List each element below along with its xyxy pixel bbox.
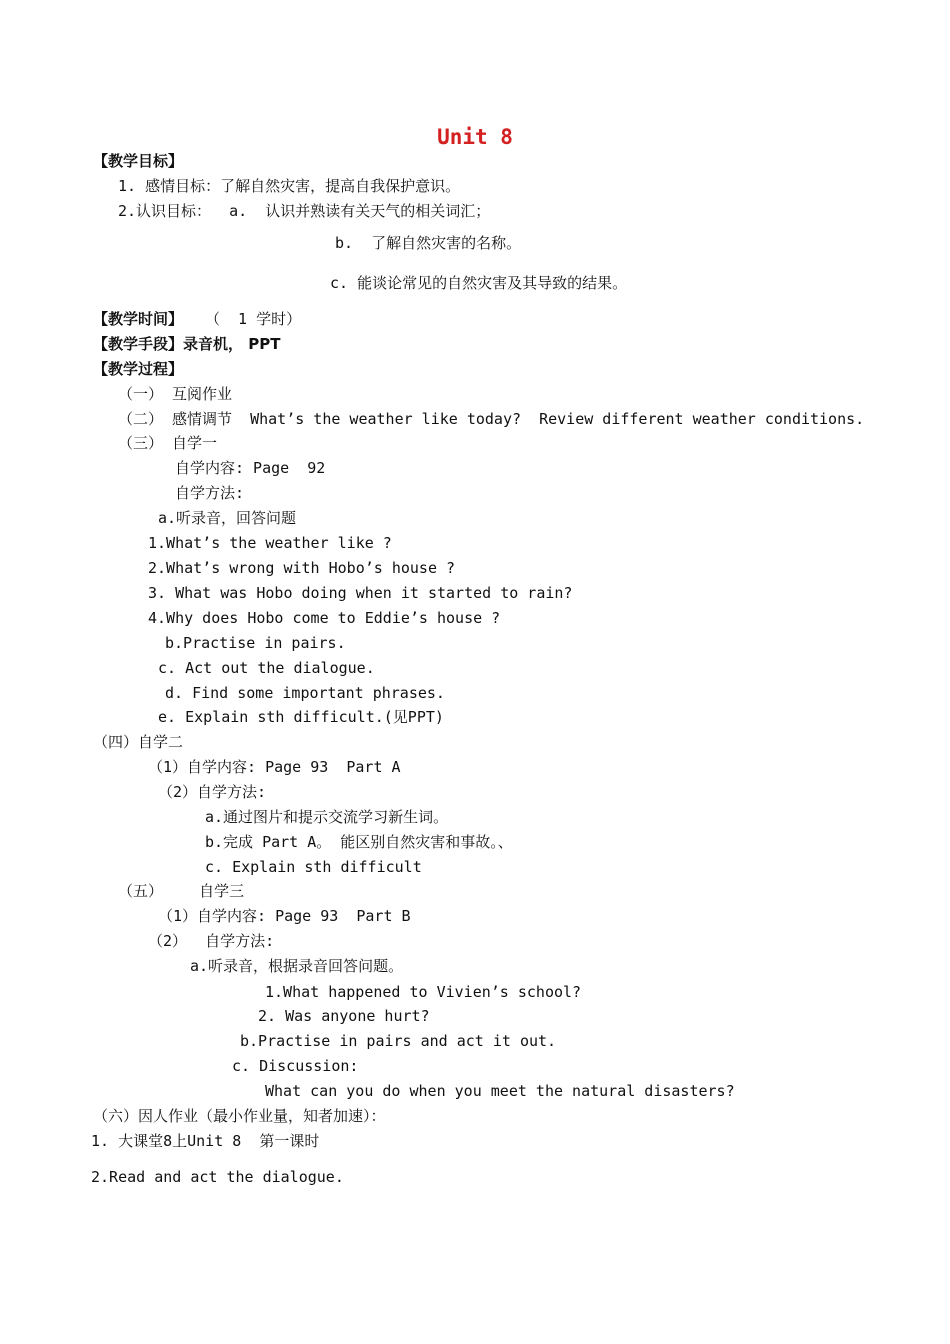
process-line: a.通过图片和提示交流学习新生词。 [205,808,449,826]
process-line: c. Discussion: [232,1057,359,1075]
process-line: （2）自学方法: [158,783,267,801]
question-line: What can you do when you meet the natural disasters? [265,1082,735,1100]
process-line: a.听录音，回答问题 [158,509,297,527]
goal-line-2c: c. 能谈论常见的自然灾害及其导致的结果。 [330,274,628,292]
question-line: 2.What’s wrong with Hobo’s house ? [148,559,456,577]
goal-line-2: 2.认识目标： a. 认识并熟读有关天气的相关词汇； [118,202,491,220]
process-line: （五） 自学三 [118,882,245,900]
process-line: （1）自学内容: Page 93 Part A [148,758,401,776]
process-line: c. Act out the dialogue. [158,659,375,677]
question-line: 1.What happened to Vivien’s school? [265,983,582,1001]
time-value: （ 1 学时） [205,310,302,328]
process-line: 自学方法: [175,484,245,502]
process-line: （2） 自学方法: [148,932,275,950]
homework-heading: （六）因人作业（最小作业量，知者加速）： [93,1107,386,1125]
process-line: （四）自学二 [93,733,184,751]
process-line: c. Explain sth difficult [205,858,422,876]
process-line: e. Explain sth difficult.(见PPT) [158,708,444,726]
question-line: 2. Was anyone hurt? [258,1007,430,1025]
process-line: a.听录音，根据录音回答问题。 [190,957,404,975]
homework-line: 2.Read and act the dialogue. [91,1168,344,1186]
homework-line: 1. 大课堂8上Unit 8 第一课时 [91,1132,320,1150]
process-line: （三） 自学一 [118,434,218,452]
process-line: b.Practise in pairs and act it out. [240,1032,557,1050]
question-line: 3. What was Hobo doing when it started to rain? [148,584,573,602]
question-line: 4.Why does Hobo come to Eddie’s house ? [148,609,501,627]
process-line: d. Find some important phrases. [165,684,445,702]
section-heading-process: 【教学过程】 [93,360,184,378]
process-line: （一） 互阅作业 [118,385,233,403]
process-line: b.完成 Part A。 能区别自然灾害和事故。、 [205,833,513,851]
section-heading-goals: 【教学目标】 [93,152,184,170]
process-line: b.Practise in pairs. [165,634,346,652]
page-title: Unit 8 [437,125,513,149]
process-line: （二） 感情调节 What’s the weather like today? Review different weather conditions. [118,410,865,428]
section-heading-time: 【教学时间】 [93,310,184,328]
process-line: （1）自学内容: Page 93 Part B [158,907,411,925]
goal-line-1: 1. 感情目标：了解自然灾害，提高自我保护意识。 [118,177,461,195]
section-heading-tools: 【教学手段】录音机， PPT [93,335,281,353]
question-line: 1.What’s the weather like ? [148,534,392,552]
process-line: 自学内容: Page 92 [175,459,326,477]
goal-line-2b: b. 了解自然灾害的名称。 [335,234,522,252]
